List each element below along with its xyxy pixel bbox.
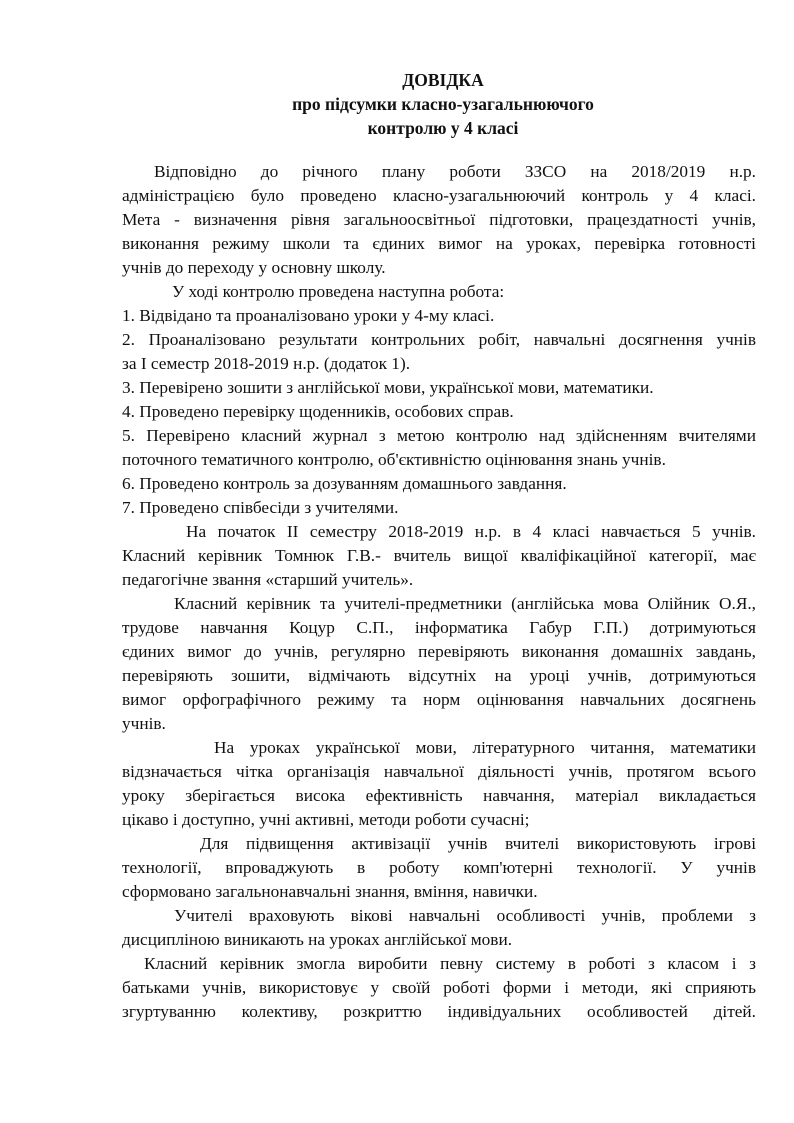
list-item: 4. Проведено перевірку щоденників, особових справ. (122, 402, 514, 421)
text-line: У ході контролю проведена наступна робота: (172, 282, 505, 301)
text-line: виконання режиму школи та єдиних вимог на уроках, перевірка готовності (122, 234, 756, 253)
text-line: єдиних вимог до учнів, регулярно перевіряють виконання домашніх завдань, (122, 642, 756, 661)
text-line: за I семестр 2018-2019 н.р. (додаток 1). (122, 354, 411, 373)
text-line: батьками учнів, використовує у своїй роботі форми і методи, які сприяють (122, 978, 756, 997)
text-line: педагогічне звання «старший учитель». (122, 570, 414, 589)
text-line: цікаво і доступно, учні активні, методи роботи сучасні; (122, 810, 530, 829)
text-line: На початок II семестру 2018-2019 н.р. в 4 класі навчається 5 учнів. (186, 522, 756, 541)
list-item: 2. Проаналізовано результати контрольних робіт, навчальні досягнення учнів (122, 330, 756, 349)
text-line: згуртуванню колективу, розкриттю індивідуальних особливостей дітей. (122, 1002, 756, 1021)
list-item: 5. Перевірено класний журнал з метою контролю над здійсненням вчителями (122, 426, 756, 445)
text-line: Класний керівник Томнюк Г.В.- вчитель вищої кваліфікаційної категорії, має (122, 546, 756, 565)
text-line: Для підвищення активізації учнів вчителі використовують ігрові (200, 834, 756, 853)
list-item: 3. Перевірено зошити з англійської мови, української мови, математики. (122, 378, 654, 397)
text-line: Учителі враховують вікові навчальні особливості учнів, проблеми з (174, 906, 756, 925)
text-line: уроку зберігається висока ефективність навчання, матеріал викладається (122, 786, 756, 805)
text-line: учнів. (122, 714, 166, 733)
text-line: Класний керівник та учителі-предметники (англійська мова Олійник О.Я., (174, 594, 756, 613)
list-item: 6. Проведено контроль за дозуванням домашнього завдання. (122, 474, 567, 493)
text-line: адміністрацією було проведено класно-узагальнюючий контроль у 4 класі. (122, 186, 756, 205)
document-subtitle: контролю у 4 класі (367, 118, 519, 138)
text-line: дисципліною виникають на уроках англійської мови. (122, 930, 513, 949)
text-line: сформовано загальнонавчальні знання, вміння, навички. (122, 882, 538, 901)
text-line: учнів до переходу у основну школу. (122, 258, 386, 277)
text-line: перевіряють зошити, відмічають відсутніх на уроці учнів, дотримуються (122, 666, 756, 685)
text-line: трудове навчання Коцур С.П., інформатика Габур Г.П.) дотримуються (122, 618, 756, 637)
text-line: На уроках української мови, літературного читання, математики (214, 738, 756, 757)
text-line: Відповідно до річного плану роботи ЗЗСО на 2018/2019 н.р. (154, 162, 756, 181)
text-line: поточного тематичного контролю, об'єктивністю оцінювання знань учнів. (122, 450, 666, 469)
list-item: 7. Проведено співбесіди з учителями. (122, 498, 399, 517)
text-line: Мета - визначення рівня загальноосвітньої підготовки, працездатності учнів, (122, 210, 756, 229)
text-line: технології, впроваджують в роботу комп'ютерні технології. У учнів (122, 858, 756, 877)
text-line: вимог орфографічного режиму та норм оцінювання навчальних досягнень (122, 690, 756, 709)
list-item: 1. Відвідано та проаналізовано уроки у 4-му класі. (122, 306, 495, 325)
document-body (122, 160, 756, 1024)
text-line: Класний керівник змогла виробити певну систему в роботі з класом і з (144, 954, 756, 973)
text-line: відзначається чітка організація навчальної діяльності учнів, протягом всього (122, 762, 756, 781)
document-subtitle: про підсумки класно-узагальнюючого (292, 94, 594, 114)
document-title: ДОВІДКА (402, 70, 484, 90)
